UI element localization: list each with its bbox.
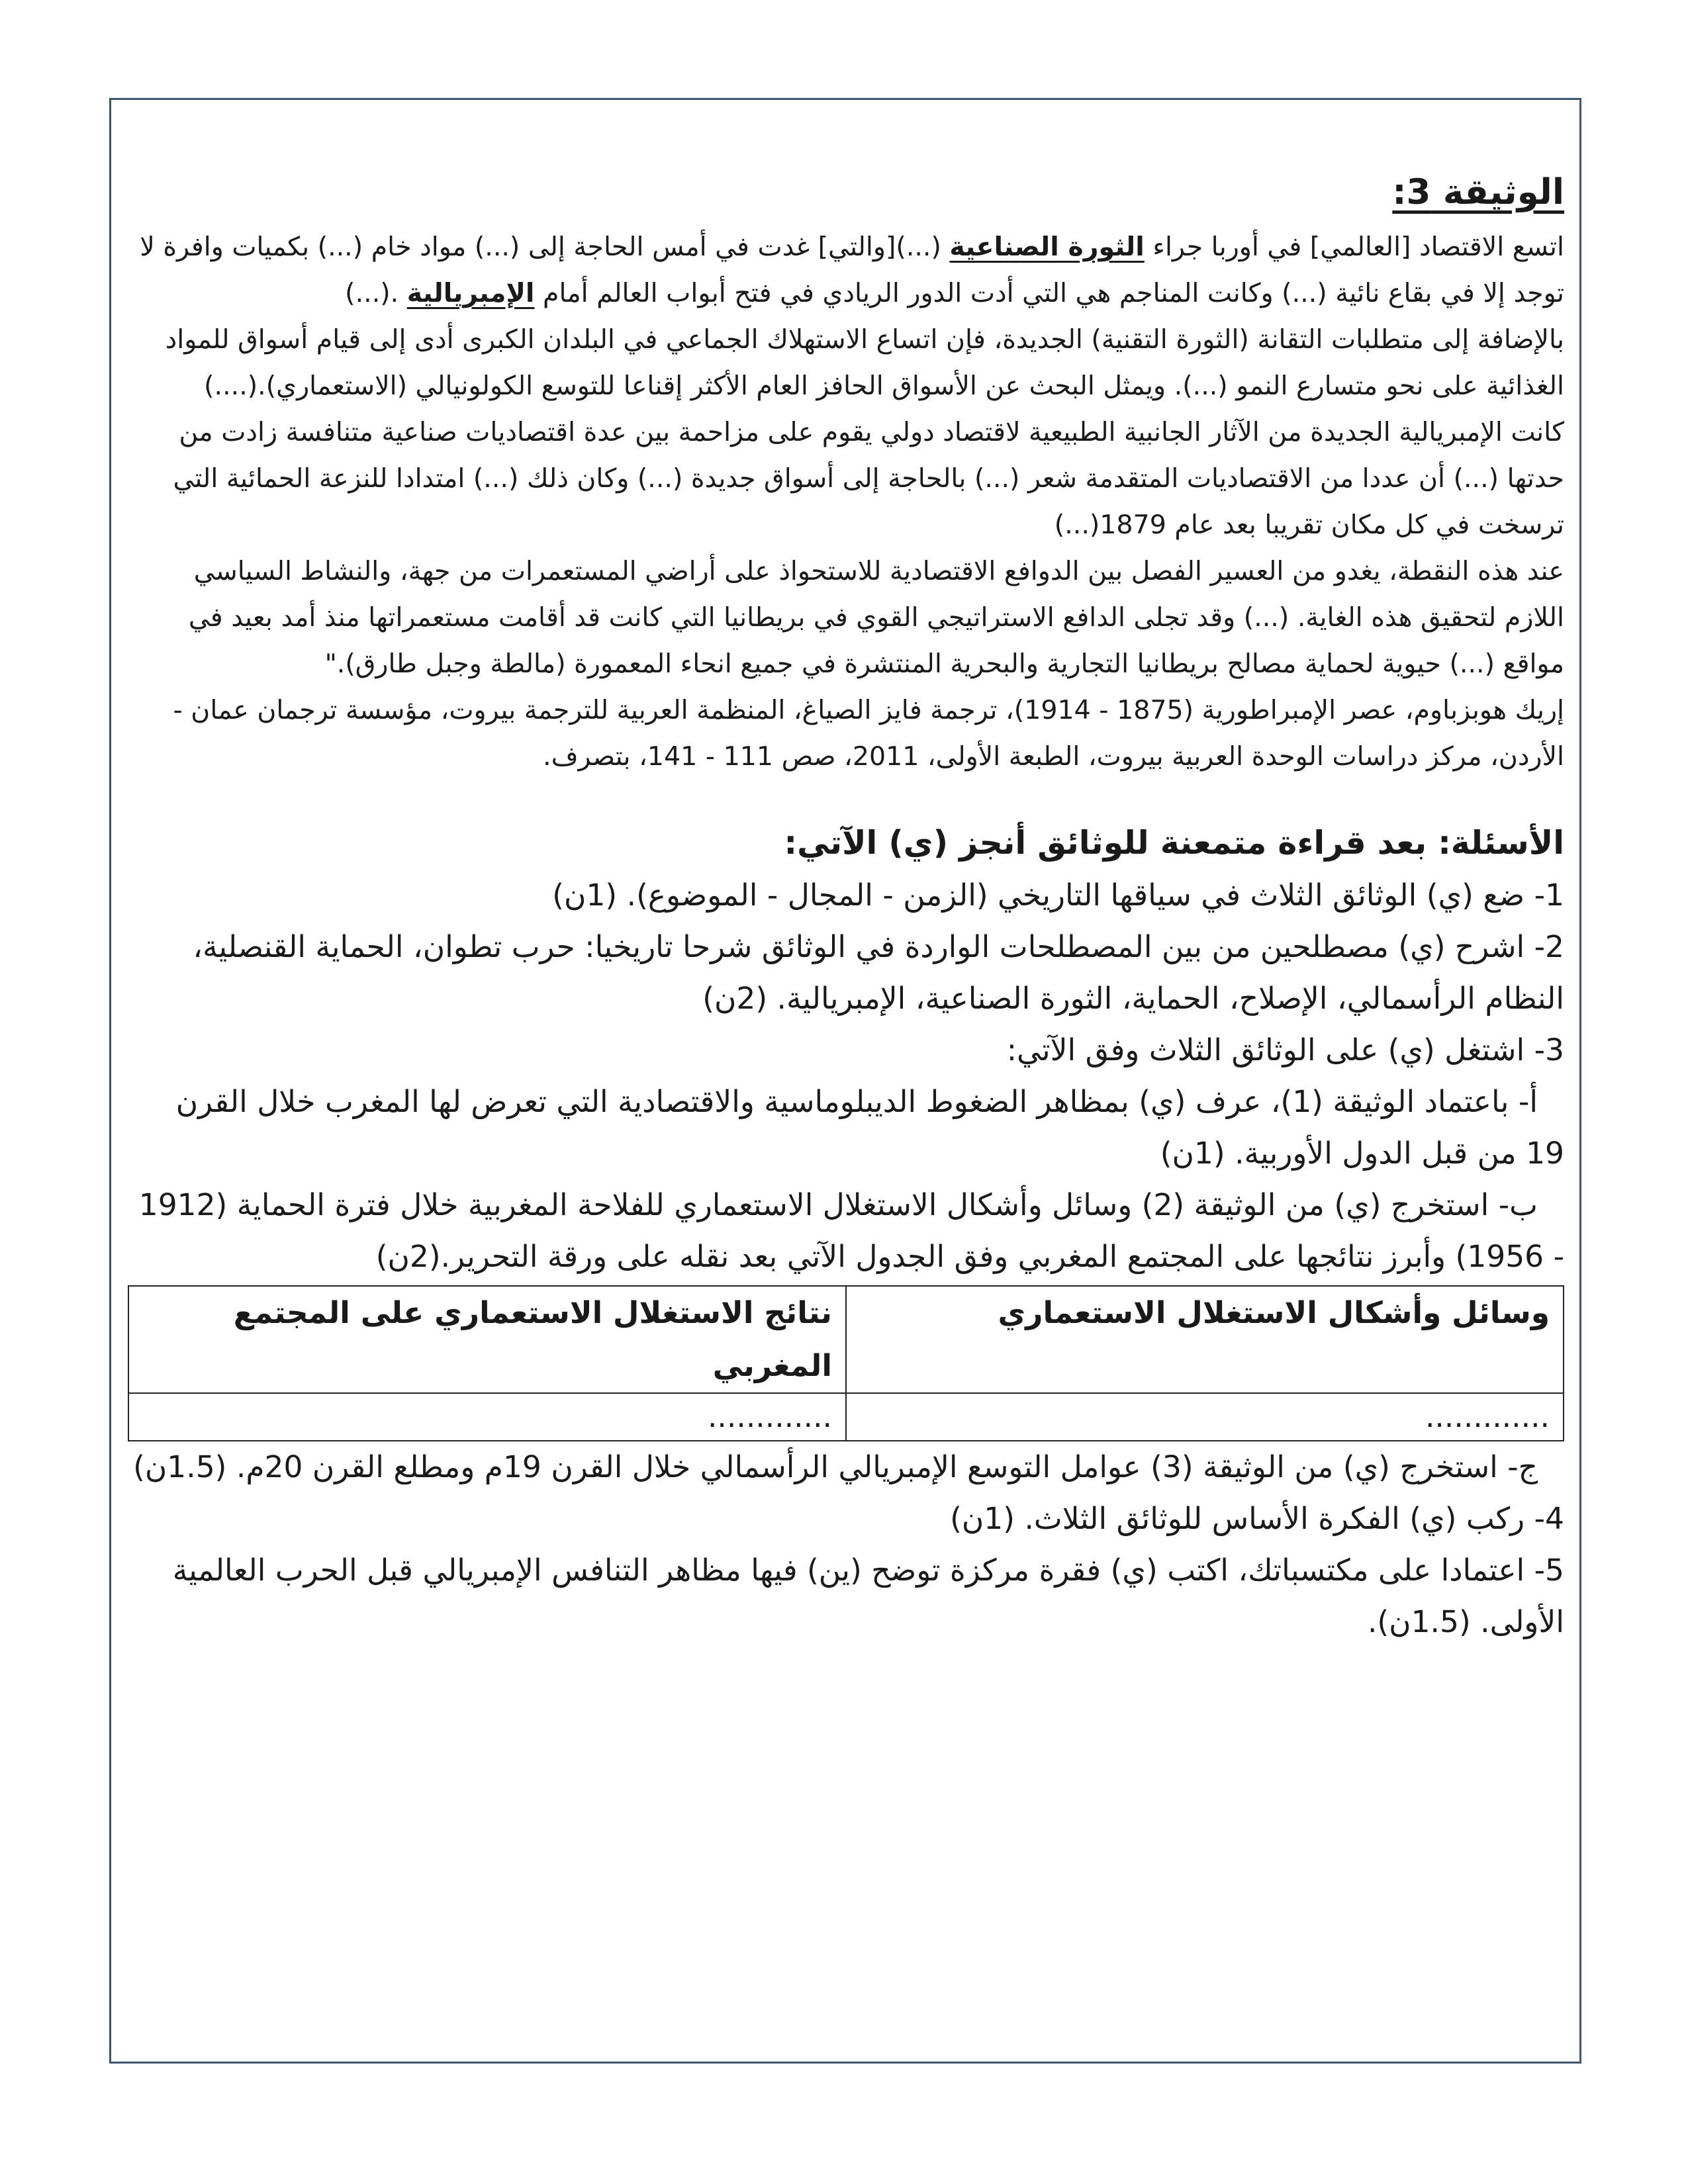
question-5: 5- اعتمادا على مكتسباتك، اكتب (ي) فقرة مركزة توضح (ين) فيها مظاهر التنافس الإمبريالي قبل الحرب العالمية الأولى. (1.5ن). [172,1553,1564,1639]
p1-text-c: .(...) [345,278,407,308]
questions-section [132,817,1568,1648]
document-text [132,224,1568,780]
question-2: 2- اشرح (ي) مصطلحين من بين المصطلحات الواردة في الوثائق شرحا تاريخيا: حرب تطوان، الحماية القنصلية، النظام الرأسمالي، الإصلاح، الحماية، الثورة الصناعية، الإمبريالية. (2ن) [193,929,1564,1016]
table-header-means: وسائل وأشكال الاستغلال الاستعماري [846,1286,1564,1393]
document-source: إريك هوبزباوم، عصر الإمبراطورية (1875 - 1914)، ترجمة فايز الصياغ، المنظمة العربية للترجمة بيروت، مؤسسة ترجمان عمان - الأردن، مركز دراسات الوحدة العربية بيروت، الطبعة الأولى، 2011، صص 111 - 141، بتصرف. [173,695,1564,772]
p1-text-b: (...)[والتي] غدت في أمس الحاجة إلى (...) مواد خام (...) بكميات وافرة لا توجد إلا في بقاع نائية (...) وكانت المناجم هي التي أدت الدور الريادي في فتح أبواب العالم أمام [140,232,1564,308]
keyword-industrial-revolution: الثورة الصناعية [949,232,1145,262]
table-row [128,1393,1564,1441]
table-header-row [128,1286,1564,1393]
table-cell-consequences: ............. [128,1393,846,1441]
question-3: 3- اشتغل (ي) على الوثائق الثلاث وفق الآتي: [1006,1032,1564,1068]
exam-page [132,165,1568,1648]
p1-text-a: اتسع الاقتصاد [العالمي] في أوربا جراء [1144,232,1564,262]
question-3a: أ- باعتماد الوثيقة (1)، عرف (ي) بمظاهر الضغوط الديبلوماسية والاقتصادية التي تعرض لها المغرب خلال القرن 19 من قبل الدول الأوربية. (1ن) [175,1084,1564,1171]
document-paragraph-4: عند هذه النقطة، يغدو من العسير الفصل بين الدوافع الاقتصادية للاستحواذ على أراضي المستعمرات من جهة، والنشاط السياسي اللازم لتحقيق هذه الغاية. (...) وقد تجلى الدافع الاستراتيجي القوي في بريطانيا التي كانت قد أقامت مستعمراتها منذ أمد بعيد في مواقع (...) حيوية لحماية مصالح بريطانيا التجارية والبحرية المنتشرة في جميع انحاء المعمورة (مالطة وجبل طارق)." [188,556,1564,679]
question-3b: ب- استخرج (ي) من الوثيقة (2) وسائل وأشكال الاستغلال الاستعماري للفلاحة المغربية خلال فترة الحماية (1912 - 1956) وأبرز نتائجها على المجتمع المغربي وفق الجدول الآتي بعد نقله على ورقة التحرير.(2ن) [138,1187,1564,1274]
table-header-consequences: نتائج الاستغلال الاستعماري على المجتمع المغربي [128,1286,846,1393]
document-paragraph-3: كانت الإمبريالية الجديدة من الآثار الجانبية الطبيعية لاقتصاد دولي يقوم على مزاحمة بين عدة اقتصاديات صناعية متنافسة زادت من حدتها (...) أن عددا من الاقتصاديات المتقدمة شعر (...) بالحاجة إلى أسواق جديدة (...) وكان ذلك (...) امتدادا للنزعة الحمائية التي ترسخت في كل مكان تقريبا بعد عام 1879(...) [173,417,1564,540]
table-cell-means: ............. [846,1393,1564,1441]
question-4: 4- ركب (ي) الفكرة الأساس للوثائق الثلاث. (1ن) [950,1501,1564,1536]
document-3 [132,165,1568,780]
keyword-imperialism: الإمبريالية [406,278,535,308]
questions-title: الأسئلة: بعد قراءة متمعنة للوثائق أنجز (ي) الآتي: [784,824,1564,862]
questions-list [132,870,1568,1648]
document-title: الوثيقة 3: [1392,172,1564,212]
question-3c: ج- استخرج (ي) من الوثيقة (3) عوامل التوسع الإمبريالي الرأسمالي خلال القرن 19م ومطلع القرن 20م. (1.5ن) [133,1449,1538,1484]
question-1: 1- ضع (ي) الوثائق الثلاث في سياقها التاريخي (الزمن - المجال - الموضوع). (1ن) [552,878,1564,913]
exploitation-table [128,1285,1564,1441]
document-paragraph-1 [132,224,1564,316]
document-paragraph-2: بالإضافة إلى متطلبات التقانة (الثورة التقنية) الجديدة، فإن اتساع الاستهلاك الجماعي في البلدان الكبرى أدى إلى قيام أسواق للمواد الغذائية على نحو متسارع النمو (...). ويمثل البحث عن الأسواق الحافز العام الأكثر إقناعا للتوسع الكولونيالي (الاستعماري).(....) [165,324,1564,401]
